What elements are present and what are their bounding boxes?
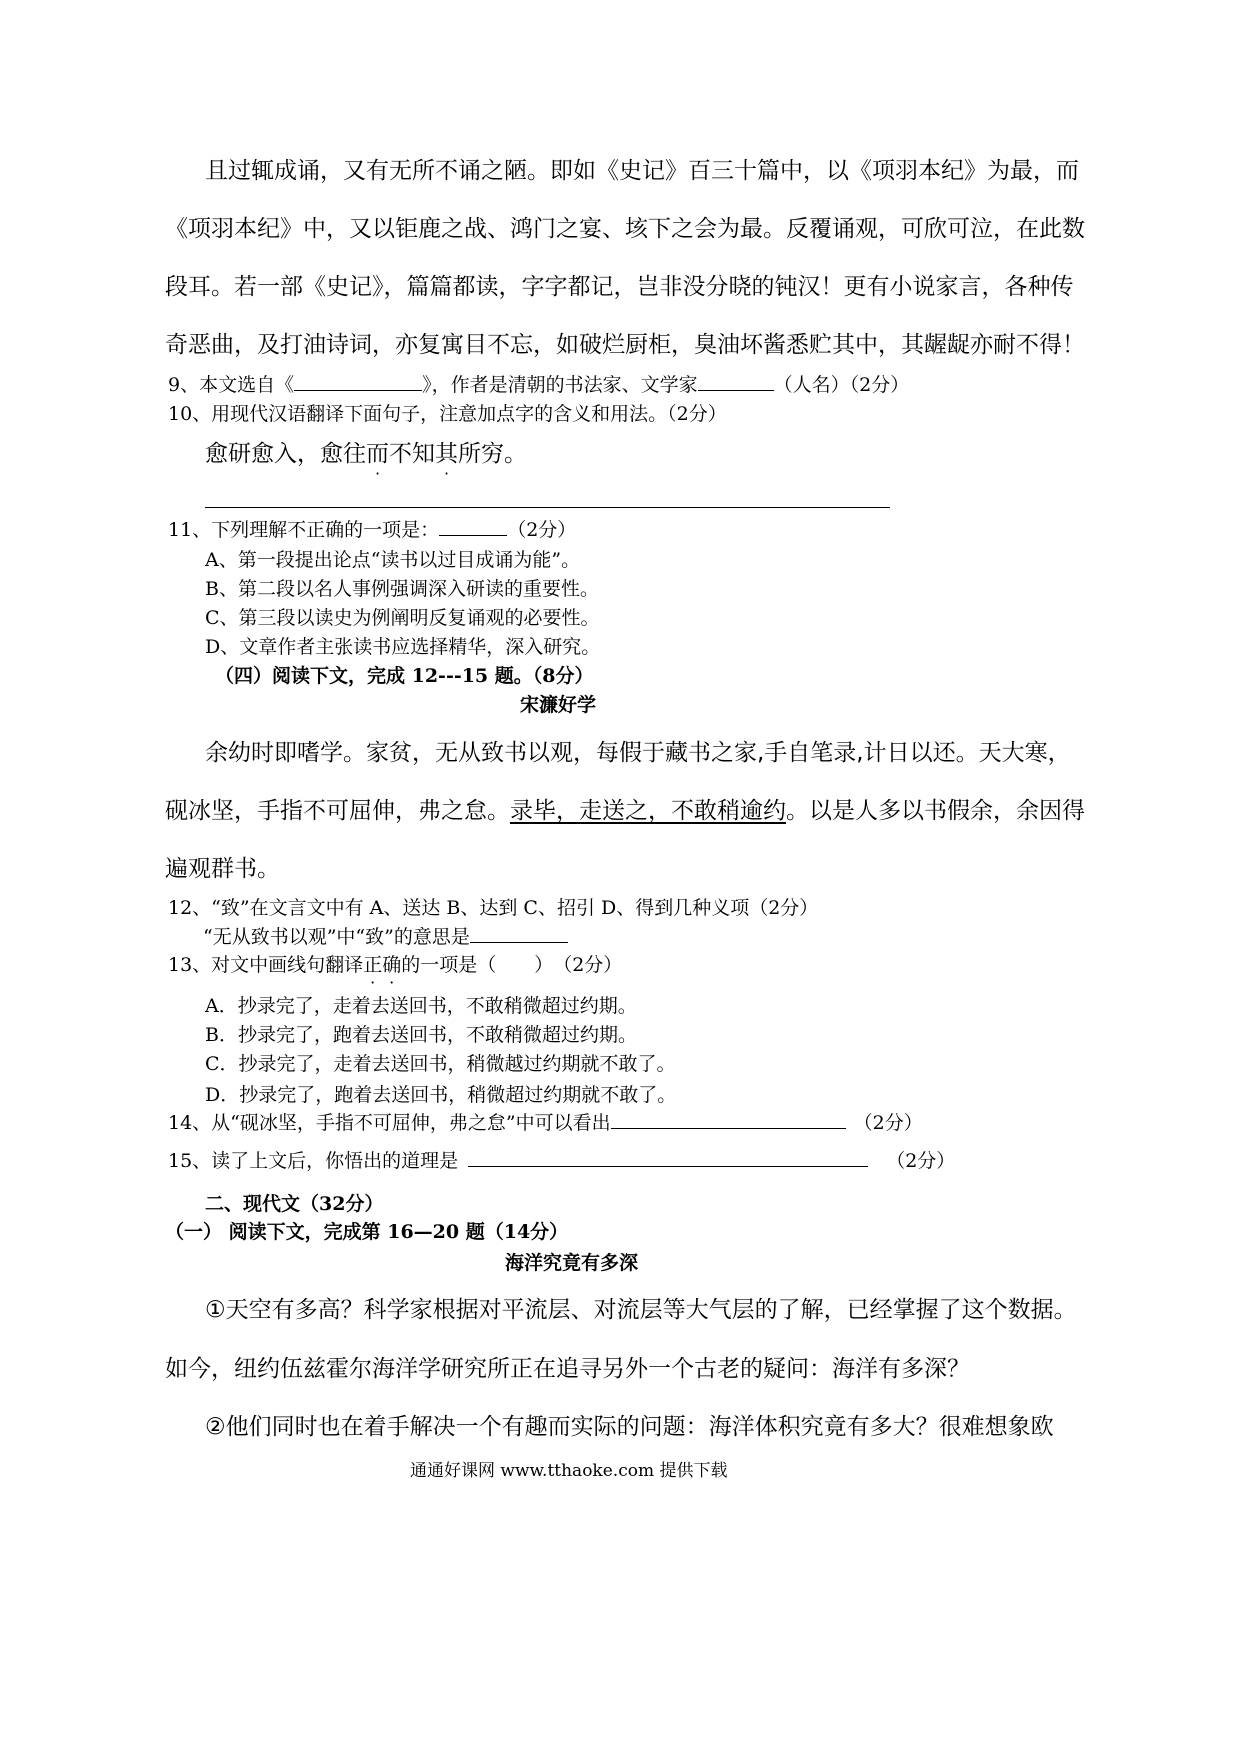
q11-answer-blank[interactable] — [439, 534, 507, 536]
q13-option-b: B．抄录完了，跑着去送回书，不敢稍微超过约期。 — [205, 1024, 637, 1046]
q11-prompt-text: 11、下列理解不正确的一项是： — [168, 519, 440, 541]
q11-option-a: A、第一段提出论点“读书以过目成诵为能”。 — [205, 549, 581, 571]
section4-line2 — [165, 792, 1085, 825]
q13-dotted-char-2: 确 — [382, 954, 402, 976]
question-9 — [168, 370, 909, 397]
q14-answer-blank[interactable] — [611, 1127, 846, 1129]
part2-p2: ②他们同时也在着手解决一个有趣而实际的问题：海洋体积究竟有多大？很难想象欧 — [205, 1414, 1054, 1440]
part2-p1b: 如今，纽约伍兹霍尔海洋学研究所正在追寻另外一个古老的疑问：海洋有多深？ — [165, 1356, 970, 1382]
section4-title: 宋濂好学 — [520, 694, 597, 716]
q15-prompt: 15、读了上文后，你悟出的道理是 — [168, 1150, 459, 1172]
part2-subheading: （一） 阅读下文，完成第 16—20 题（14分） — [165, 1221, 569, 1243]
section4-underlined-sentence: 录毕，走送之，不敢稍逾约 — [510, 798, 786, 824]
q9-text-b: 》，作者是清朝的书法家、文学家 — [422, 374, 698, 396]
q12-answer-blank[interactable] — [470, 941, 568, 943]
question-12-line1: 12、“致”在文言文中有 A、送达 B、达到 C、招引 D、得到几种义项（2分） — [168, 897, 819, 919]
passage1-line2: 《项羽本纪》中，又以钜鹿之战、鸿门之宴、垓下之会为最。反覆诵观，可欣可泣，在此数 — [165, 216, 1085, 242]
passage1-line1: 且过辄成诵，又有无所不诵之陋。即如《史记》百三十篇中，以《项羽本纪》为最，而 — [205, 158, 1079, 184]
q9-blank-author[interactable] — [698, 389, 774, 391]
q10-s2: 不知 — [389, 441, 435, 467]
passage1-line3: 段耳。若一部《史记》，篇篇都读，字字都记，岂非没分晓的钝汉！更有小说家言，各种传 — [165, 274, 1074, 300]
q11-option-b: B、第二段以名人事例强调深入研读的重要性。 — [205, 578, 599, 600]
question-13-prompt — [168, 950, 622, 977]
q13-pre: 13、对文中画线句翻译 — [168, 954, 364, 976]
q10-dotted-char-2: 其 — [435, 441, 458, 467]
page-footer: 通通好课网 www.tthaoke.com 提供下载 — [410, 1461, 728, 1481]
q10-answer-line[interactable] — [205, 507, 890, 508]
q10-s1: 愈研愈入，愈往 — [205, 441, 366, 467]
question-14 — [168, 1108, 923, 1135]
q13-dotted-char-1: 正 — [363, 954, 383, 976]
section4-line2-a: 砚冰坚，手指不可屈伸，弗之怠。 — [165, 798, 510, 824]
question-11-prompt — [168, 515, 576, 542]
part2-p1: ①天空有多高？科学家根据对平流层、对流层等大气层的了解，已经掌握了这个数据。 — [205, 1297, 1077, 1323]
q10-dotted-char-1: 而 — [366, 441, 389, 467]
q10-s3: 所穷。 — [458, 441, 527, 467]
question-10-prompt: 10、用现代汉语翻译下面句子，注意加点字的含义和用法。（2分） — [168, 403, 727, 425]
q13-option-a: A．抄录完了，走着去送回书，不敢稍微超过约期。 — [205, 995, 637, 1017]
q12-line2-text: “无从致书以观”中“致”的意思是 — [203, 926, 470, 948]
q13-post: 的一项是（ ） （2分） — [401, 954, 623, 976]
q11-option-c: C、第三段以读史为例阐明反复诵观的必要性。 — [205, 607, 600, 629]
q14-score: （2分） — [853, 1112, 923, 1134]
section4-line1: 余幼时即嗜学。家贫，无从致书以观，每假于藏书之家,手自笔录,计日以还。天大寒， — [205, 740, 1071, 766]
question-12-line2 — [203, 922, 568, 949]
section4-line3: 遍观群书。 — [165, 856, 280, 882]
q11-score: （2分） — [507, 519, 577, 541]
q13-option-c: C．抄录完了，走着去送回书，稍微越过约期就不敢了。 — [205, 1053, 676, 1075]
question-10-sentence — [205, 435, 527, 468]
section4-line2-b: 。以是人多以书假余，余因得 — [786, 798, 1085, 824]
question-15 — [168, 1146, 955, 1173]
q15-score: （2分） — [886, 1150, 956, 1172]
q9-text-c: （人名）（2分） — [773, 374, 910, 396]
part2-heading: 二、现代文（32分） — [205, 1193, 384, 1215]
part2-title: 海洋究竟有多深 — [505, 1252, 639, 1274]
q14-prompt: 14、从“砚冰坚，手指不可屈伸，弗之怠”中可以看出 — [168, 1112, 611, 1134]
section4-heading: （四）阅读下文，完成 12---15 题。（8分） — [215, 665, 594, 687]
q9-blank-book[interactable] — [294, 389, 422, 391]
q15-answer-blank[interactable] — [468, 1165, 868, 1167]
q9-text-a: 9、本文选自《 — [168, 374, 295, 396]
q11-option-d: D、文章作者主张读书应选择精华，深入研究。 — [205, 636, 601, 658]
q13-option-d: D．抄录完了，跑着去送回书，稍微超过约期就不敢了。 — [205, 1084, 677, 1106]
passage1-line4: 奇恶曲，及打油诗词，亦复寓目不忘，如破烂厨柜，臭油坏酱悉贮其中，其龌龊亦耐不得！ — [165, 332, 1085, 358]
